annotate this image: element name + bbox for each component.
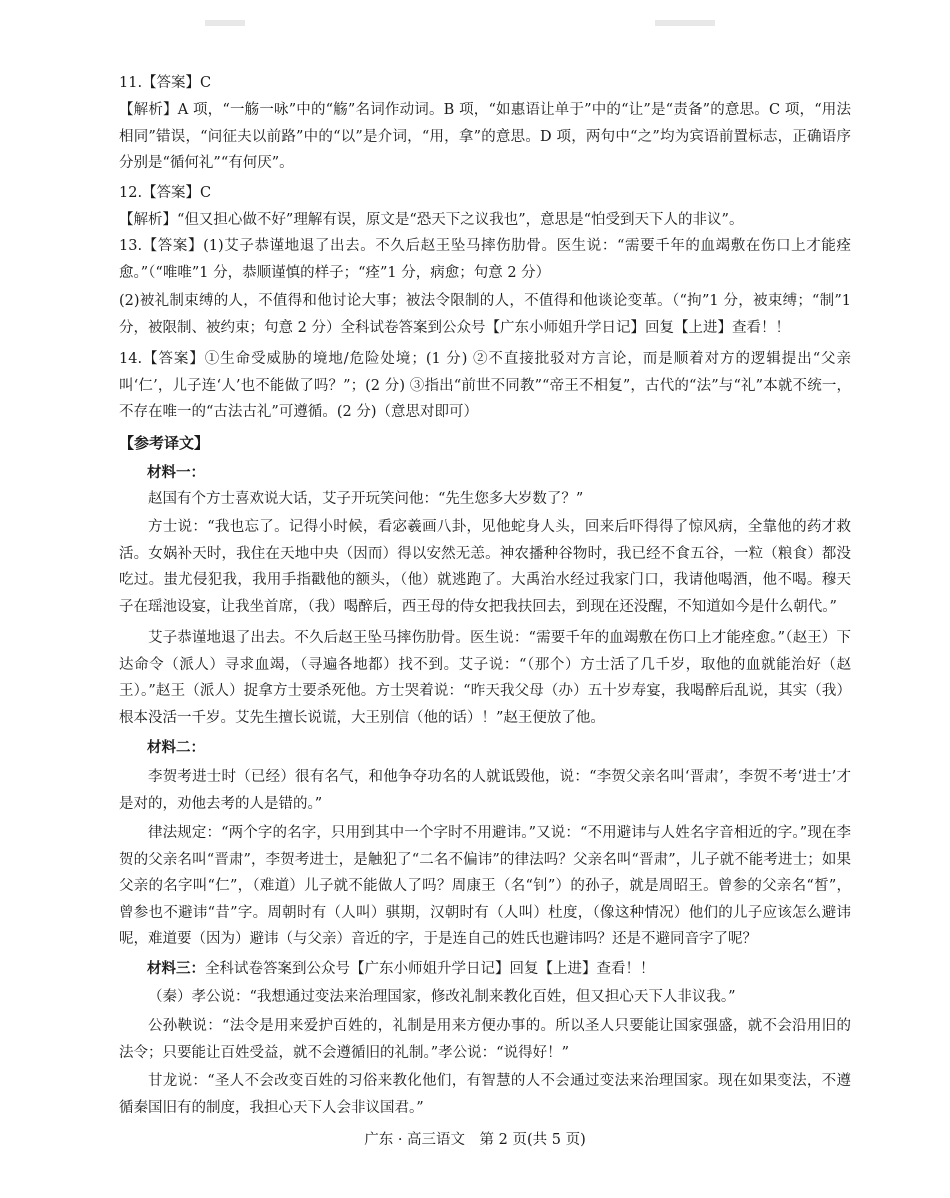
q12-analysis: 【解析】“但又担心做不好”理解有误，原文是“恐天下之议我也”，意思是“怕受到天下人的非议”。: [119, 212, 744, 228]
q11-analysis: 【解析】A 项，“一觞一咏”中的“觞”名词作动词。B 项，“如惠语让单于”中的“让”是“责备”的意思。C 项，“用法相同”错误，“问征夫以前路”中的“以”是介词，“用，拿”的意思。D 项，两句中“之”均为宾语前置标志，正确语序分别是“循何礼”“有何厌”。: [119, 102, 851, 171]
material-2-p1: 李贺考进士时（已经）很有名气，和他争夺功名的人就诋毁他，说：“李贺父亲名叫‘晋肃’，李贺不考‘进士’才是对的，劝他去考的人是错的。”: [119, 769, 851, 812]
material-3-p3: 甘龙说：“圣人不会改变百姓的习俗来教化他们，有智慧的人不会通过变法来治理国家。现在如果变法，不遵循秦国旧有的制度，我担心天下人会非议国君。”: [119, 1073, 851, 1116]
scan-artifact: [655, 20, 715, 26]
q12-answer: 12.【答案】C: [119, 185, 212, 201]
scan-artifact: [205, 20, 245, 26]
material-1-title: 材料一：: [147, 464, 205, 481]
page-footer: 广东 · 高三语文 第 2 页(共 5 页): [364, 1132, 586, 1148]
material-3-line: [147, 957, 655, 978]
material-1-p3: 艾子恭谨地退了出去。不久后赵王坠马摔伤肋骨。医生说：“需要千年的血竭敷在伤口上才能痊愈。”（赵王）下达命令（派人）寻求血竭，（寻遍各地都）找不到。艾子说：“（那个）方士活了几千岁，取他的血就能治好（赵王）。”赵王（派人）捉拿方士要杀死他。方士哭着说：“昨天我父母（办）五十岁寿宴，我喝醉后乱说，其实（我）根本没活一千岁。艾先生擅长说谎，大王别信（他的话）！”赵王便放了他。: [119, 630, 851, 726]
translation-heading: 【参考译文】: [119, 434, 210, 452]
material-2-p2: 律法规定：“两个字的名字，只用到其中一个字时不用避讳。”又说：“不用避讳与人姓名字音相近的字。”现在李贺的父亲名叫“晋肃”，李贺考进士，是触犯了“二名不偏讳”的律法吗？父亲名叫“晋肃”，儿子就不能考进士；如果父亲的名字叫“仁”，（难道）儿子就不能做人了吗？周康王（名“钊”）的孙子，就是周昭王。曾参的父亲名“皙”，曾参也不避讳“昔”字。周朝时有（人叫）骐期，汉朝时有（人叫）杜度，（像这种情况）他们的儿子应该怎么避讳呢，难道要（因为）避讳（与父亲）音近的字，于是连自己的姓氏也避讳吗？还是不避同音字了呢？: [119, 825, 851, 947]
material-3-title: 材料三：: [147, 960, 205, 977]
material-2-title: 材料二：: [147, 739, 205, 756]
material-1-p1: 赵国有个方士喜欢说大话，艾子开玩笑问他：“先生您多大岁数了？”: [148, 491, 584, 507]
q14-answer: 14.【答案】①生命受威胁的境地/危险处境；(1 分) ②不直接批驳对方言论，而是顺着对方的逻辑提出“父亲叫‘仁’，儿子连‘人’也不能做了吗？”；(2 分) ③指出“前世不同教”“帝王不相复”，古代的“法”与“礼”本就不统一，不存在唯一的“古法古礼”可遵循。(2 分)（意思对即可）: [119, 351, 851, 420]
material-1-p2: 方士说：“我也忘了。记得小时候，看宓羲画八卦，见他蛇身人头，回来后吓得得了惊风病，全靠他的药才救活。女娲补天时，我住在天地中央（因而）得以安然无恙。神农播种谷物时，我已经不食五谷，一粒（粮食）都没吃过。蚩尤侵犯我，我用手指戳他的额头，（他）就逃跑了。大禹治水经过我家门口，我请他喝酒，他不喝。穆天子在瑶池设宴，让我坐首席，（我）喝醉后，西王母的侍女把我扶回去，到现在还没醒，不知道如今是什么朝代。”: [119, 519, 851, 615]
material-3-ad: 全科试卷答案到公众号【广东小师姐升学日记】回复【上进】查看！！: [205, 961, 655, 977]
q13-part2: (2)被礼制束缚的人，不值得和他讨论大事；被法令限制的人，不值得和他谈论变革。（“拘”1 分，被束缚；“制”1 分，被限制、被约束；句意 2 分）全科试卷答案到公众号【广东小师姐升学日记】回复【上进】查看！！: [119, 293, 851, 336]
q11-answer: 11.【答案】C: [119, 75, 212, 91]
material-3-p2: 公孙鞅说：“法令是用来爱护百姓的，礼制是用来方便办事的。所以圣人只要能让国家强盛，就不会沿用旧的法令；只要能让百姓受益，就不会遵循旧的礼制。”孝公说：“说得好！”: [119, 1018, 851, 1061]
q13-part1: 13.【答案】(1)艾子恭谨地退了出去。不久后赵王坠马摔伤肋骨。医生说：“需要千年的血竭敷在伤口上才能痊愈。”（“唯唯”1 分，恭顺谨慎的样子；“痊”1 分，病愈；句意 2 分）: [119, 238, 851, 281]
material-3-p1: （秦）孝公说：“我想通过变法来治理国家，修改礼制来教化百姓，但又担心天下人非议我。”: [148, 989, 736, 1005]
